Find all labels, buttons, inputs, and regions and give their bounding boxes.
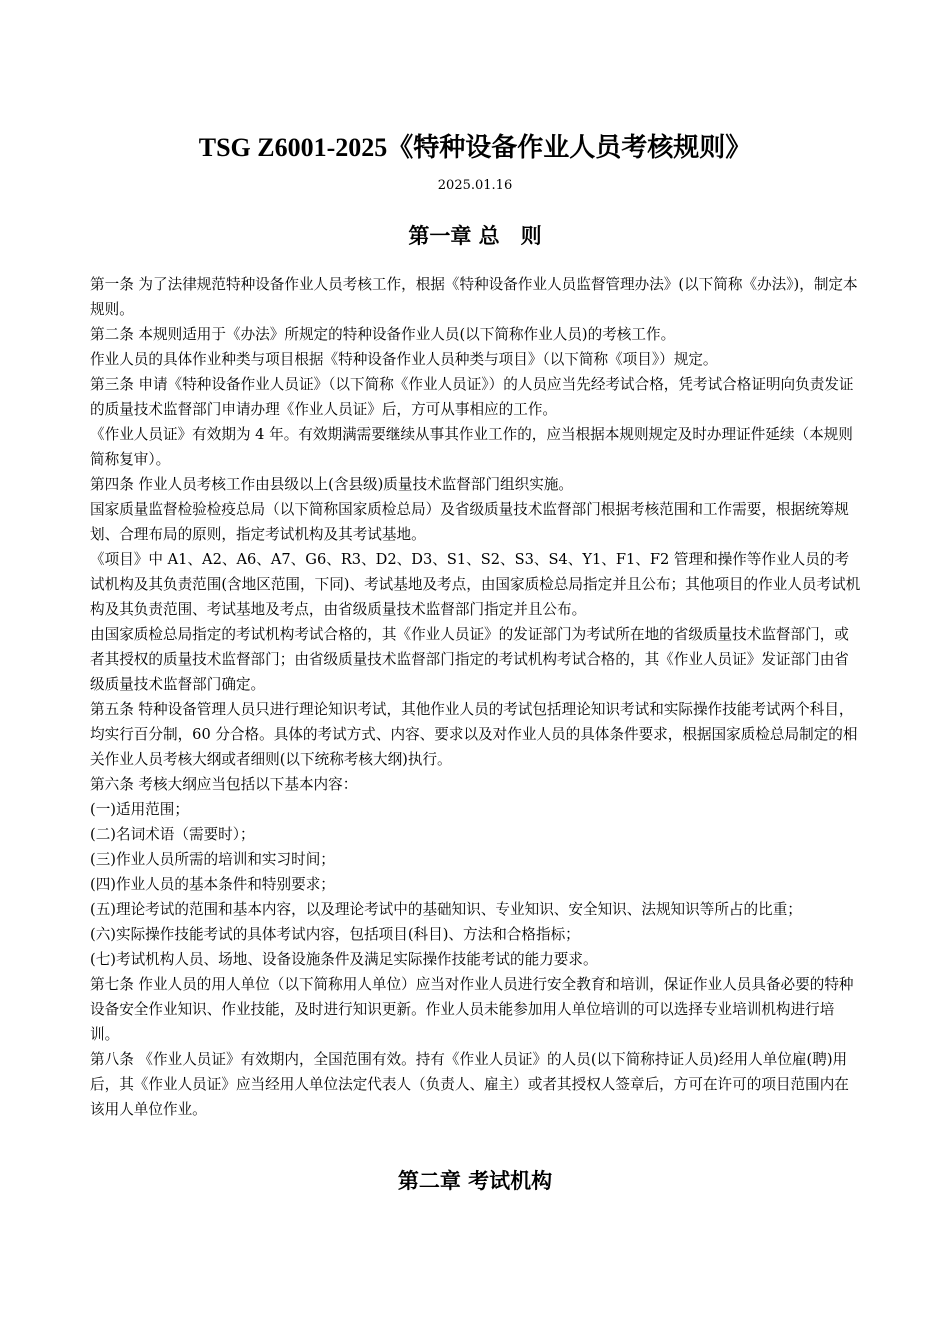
document-title: TSG Z6001-2025《特种设备作业人员考核规则》 xyxy=(198,133,752,162)
paragraph: 《作业人员证》有效期为 4 年。有效期满需要继续从事其作业工作的，应当根据本规则规定及时办理证件延续（本规则简称复审）。 xyxy=(90,426,853,468)
chapter-heading-1: 第一章 总 则 xyxy=(408,223,542,248)
paragraph: 国家质量监督检验检疫总局（以下简称国家质检总局）及省级质量技术监督部门根据考核范围和工作需要，根据统筹规划、合理布局的原则，指定考试机构及其考试基地。 xyxy=(90,501,849,543)
list-item: (五)理论考试的范围和基本内容，以及理论考试中的基础知识、专业知识、安全知识、法规知识等所占的比重； xyxy=(90,901,802,918)
paragraph: 《项目》中 A1、A2、A6、A7、G6、R3、D2、D3、S1、S2、S3、S4、Y1、F1、F2 管理和操作等作业人员的考试机构及其负责范围(含地区范围，下同)、考试基地及考点，由国家质检总局指定并且公布；其他项目的作业人员考试机构及其负责范围、考试基地及考点，由省级质量技术监督部门指定并且公布。 xyxy=(90,551,861,618)
list-item: (一)适用范围； xyxy=(90,801,189,818)
paragraph: 第三条 申请《特种设备作业人员证》（以下简称《作业人员证》）的人员应当先经考试合格，凭考试合格证明向负责发证的质量技术监督部门申请办理《作业人员证》后，方可从事相应的工作。 xyxy=(90,376,854,418)
list-item: (六)实际操作技能考试的具体考试内容，包括项目(科目)、方法和合格指标； xyxy=(90,926,580,943)
document-date: 2025.01.16 xyxy=(437,178,513,193)
paragraph: 作业人员的具体作业种类与项目根据《特种设备作业人员种类与项目》（以下简称《项目》）规定。 xyxy=(90,351,718,368)
paragraph: 第六条 考核大纲应当包括以下基本内容： xyxy=(90,776,358,793)
list-item: (七)考试机构人员、场地、设备设施条件及满足实际操作技能考试的能力要求。 xyxy=(90,951,598,968)
paragraph: 第八条 《作业人员证》有效期内，全国范围有效。持有《作业人员证》的人员(以下简称持证人员)经用人单位雇(聘)用后，其《作业人员证》应当经用人单位法定代表人（负责人、雇主）或者其授权人签章后，方可在许可的项目范围内在该用人单位作业。 xyxy=(90,1051,849,1118)
paragraph: 第二条 本规则适用于《办法》所规定的特种设备作业人员(以下简称作业人员)的考核工作。 xyxy=(90,326,676,343)
paragraph: 第一条 为了法律规范特种设备作业人员考核工作，根据《特种设备作业人员监督管理办法》(以下简称《办法》)，制定本规则。 xyxy=(90,276,858,318)
paragraph: 第五条 特种设备管理人员只进行理论知识考试，其他作业人员的考试包括理论知识考试和实际操作技能考试两个科目，均实行百分制，60 分合格。具体的考试方式、内容、要求以及对作业人员的具体条件要求，根据国家质检总局制定的相关作业人员考核大纲或者细则(以下统称考核大纲)执行。 xyxy=(90,701,858,768)
paragraph: 第七条 作业人员的用人单位（以下简称用人单位）应当对作业人员进行安全教育和培训，保证作业人员具备必要的特种设备安全作业知识、作业技能，及时进行知识更新。作业人员未能参加用人单位培训的可以选择专业培训机构进行培训。 xyxy=(90,976,854,1043)
paragraph: 第四条 作业人员考核工作由县级以上(含县级)质量技术监督部门组织实施。 xyxy=(90,476,574,493)
document-body xyxy=(90,272,862,1122)
list-item: (四)作业人员的基本条件和特别要求； xyxy=(90,876,335,893)
chapter-heading-2: 第二章 考试机构 xyxy=(397,1168,553,1193)
list-item: (二)名词术语（需要时）； xyxy=(90,826,255,843)
list-item: (三)作业人员所需的培训和实习时间； xyxy=(90,851,335,868)
paragraph: 由国家质检总局指定的考试机构考试合格的，其《作业人员证》的发证部门为考试所在地的省级质量技术监督部门，或者其授权的质量技术监督部门；由省级质量技术监督部门指定的考试机构考试合格的，其《作业人员证》发证部门由省级质量技术监督部门确定。 xyxy=(90,626,849,693)
